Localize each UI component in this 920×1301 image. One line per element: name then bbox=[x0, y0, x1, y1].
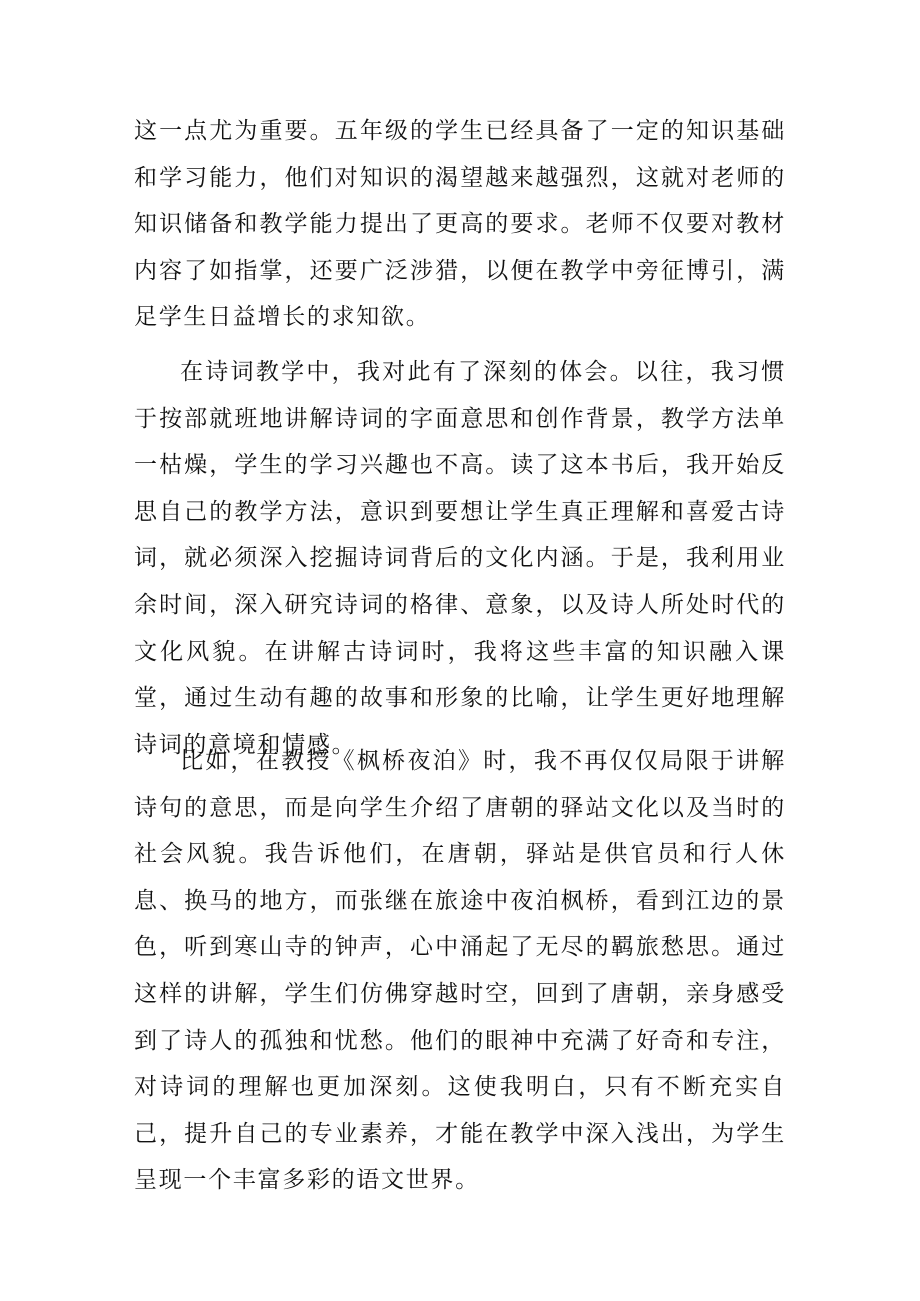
paragraph-1: 这一点尤为重要。五年级的学生已经具备了一定的知识基础和学习能力，他们对知识的渴望越来越强烈，这就对老师的知识储备和教学能力提出了更高的要求。老师不仅要对教材内容了如指掌，还要广泛涉猎，以便在教学中旁征博引，满足学生日益增长的求知欲。 bbox=[134, 118, 786, 331]
paragraph-3: 比如，在教授《枫桥夜泊》时，我不再仅仅局限于讲解诗句的意思，而是向学生介绍了唐朝的驿站文化以及当时的社会风貌。我告诉他们，在唐朝，驿站是供官员和行人休息、换马的地方，而张继在旅途中夜泊枫桥，看到江边的景色，听到寒山寺的钟声，心中涌起了无尽的羁旅愁思。通过这样的讲解，学生们仿佛穿越时空，回到了唐朝，亲身感受到了诗人的孤独和忧愁。他们的眼神中充满了好奇和专注，对诗词的理解也更加深刻。这使我明白，只有不断充实自己，提升自己的专业素养，才能在教学中深入浅出，为学生呈现一个丰富多彩的语文世界。 bbox=[134, 748, 786, 1194]
paragraph-2: 在诗词教学中，我对此有了深刻的体会。以往，我习惯于按部就班地讲解诗词的字面意思和创作背景，教学方法单一枯燥，学生的学习兴趣也不高。读了这本书后，我开始反思自己的教学方法，意识到要想让学生真正理解和喜爱古诗词，就必须深入挖掘诗词背后的文化内涵。于是，我利用业余时间，深入研究诗词的格律、意象，以及诗人所处时代的文化风貌。在讲解古诗词时，我将这些丰富的知识融入课堂，通过生动有趣的故事和形象的比喻，让学生更好地理解诗词的意境和情感。 bbox=[134, 359, 786, 758]
